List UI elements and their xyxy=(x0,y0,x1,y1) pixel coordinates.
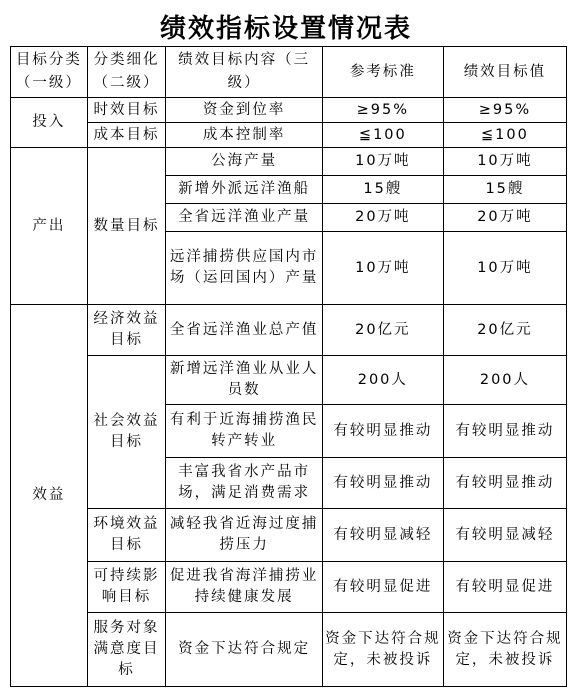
target-cell: ≦100 xyxy=(443,123,566,148)
header-row xyxy=(11,47,567,98)
target-cell: 有较明显减轻 xyxy=(443,509,566,562)
page-title: 绩效指标设置情况表 xyxy=(159,14,412,44)
reference-cell: 有较明显推动 xyxy=(322,405,443,458)
subcategory-cell: 环境效益目标 xyxy=(87,509,166,562)
table-row xyxy=(11,356,567,405)
subcategory-cell: 经济效益目标 xyxy=(87,305,166,356)
target-cell: 10万吨 xyxy=(443,232,566,305)
subcategory-cell: 可持续影响目标 xyxy=(87,562,166,613)
reference-cell: 20万吨 xyxy=(322,204,443,232)
target-cell: 20万吨 xyxy=(443,204,566,232)
content-cell: 全省远洋渔业产量 xyxy=(166,204,322,232)
reference-cell: 有较明显促进 xyxy=(322,562,443,613)
target-cell: 有较明显推动 xyxy=(443,405,566,458)
target-cell: 15艘 xyxy=(443,176,566,204)
target-cell: ≥95% xyxy=(443,98,566,123)
subcategory-cell: 成本目标 xyxy=(87,123,166,148)
reference-cell: ≥95% xyxy=(322,98,443,123)
subcategory-cell: 数量目标 xyxy=(87,148,166,305)
reference-cell: 有较明显推动 xyxy=(322,458,443,509)
table-row xyxy=(11,123,567,148)
table-row xyxy=(11,509,567,562)
performance-indicator-table xyxy=(10,46,567,687)
content-cell: 新增外派远洋渔船 xyxy=(166,176,322,204)
content-cell: 有利于近海捕捞渔民转产转业 xyxy=(166,405,322,458)
reference-cell: 200人 xyxy=(322,356,443,405)
content-cell: 新增远洋渔业从业人员数 xyxy=(166,356,322,405)
subcategory-cell: 社会效益目标 xyxy=(87,356,166,509)
header-level2: 分类细化（二级） xyxy=(87,47,166,98)
table-row xyxy=(11,613,567,687)
content-cell: 远洋捕捞供应国内市场（运回国内）产量 xyxy=(166,232,322,305)
subcategory-cell: 服务对象满意度目标 xyxy=(87,613,166,687)
target-cell: 10万吨 xyxy=(443,148,566,176)
content-cell: 减轻我省近海过度捕捞压力 xyxy=(166,509,322,562)
reference-cell: 10万吨 xyxy=(322,148,443,176)
reference-cell: 10万吨 xyxy=(322,232,443,305)
header-target: 绩效目标值 xyxy=(443,47,566,98)
header-reference: 参考标准 xyxy=(322,47,443,98)
reference-cell: 有较明显减轻 xyxy=(322,509,443,562)
content-cell: 资金到位率 xyxy=(166,98,322,123)
target-cell: 200人 xyxy=(443,356,566,405)
category-input: 投入 xyxy=(11,98,88,148)
content-cell: 促进我省海洋捕捞业持续健康发展 xyxy=(166,562,322,613)
target-cell: 资金下达符合规定，未被投诉 xyxy=(443,613,566,687)
category-benefit: 效益 xyxy=(11,305,88,687)
table-row xyxy=(11,98,567,123)
category-output: 产出 xyxy=(11,148,88,305)
content-cell: 丰富我省水产品市场，满足消费需求 xyxy=(166,458,322,509)
content-cell: 公海产量 xyxy=(166,148,322,176)
reference-cell: 15艘 xyxy=(322,176,443,204)
reference-cell: 资金下达符合规定，未被投诉 xyxy=(322,613,443,687)
table-row xyxy=(11,148,567,176)
content-cell: 资金下达符合规定 xyxy=(166,613,322,687)
content-cell: 全省远洋渔业总产值 xyxy=(166,305,322,356)
reference-cell: 20亿元 xyxy=(322,305,443,356)
subcategory-cell: 时效目标 xyxy=(87,98,166,123)
table-row xyxy=(11,562,567,613)
header-level1: 目标分类（一级） xyxy=(11,47,88,98)
header-level3: 绩效目标内容（三级） xyxy=(166,47,322,98)
reference-cell: ≦100 xyxy=(322,123,443,148)
content-cell: 成本控制率 xyxy=(166,123,322,148)
target-cell: 20亿元 xyxy=(443,305,566,356)
target-cell: 有较明显促进 xyxy=(443,562,566,613)
target-cell: 有较明显推动 xyxy=(443,458,566,509)
table-row xyxy=(11,305,567,356)
